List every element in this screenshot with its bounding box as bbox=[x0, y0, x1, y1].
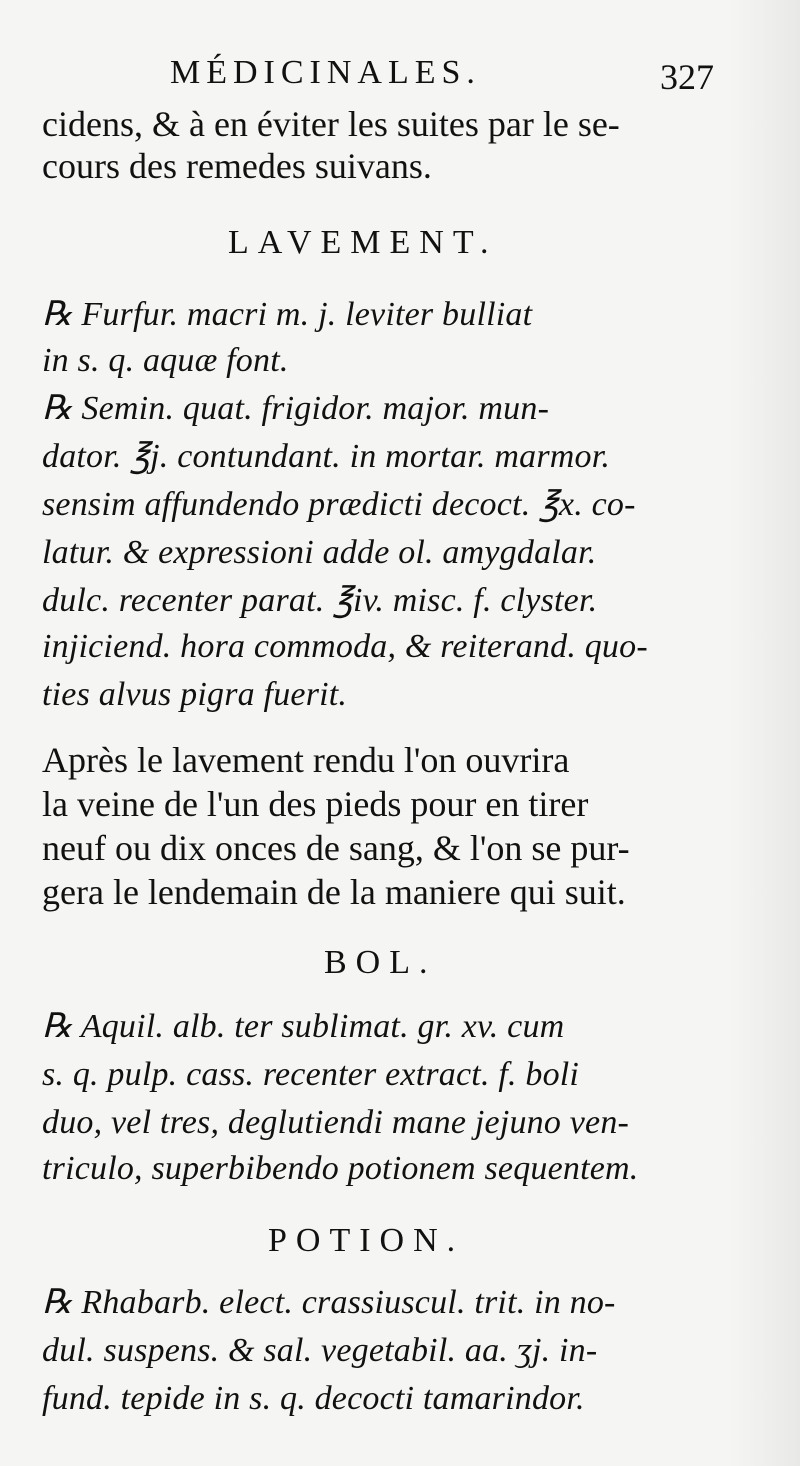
prescription-line: dator. ℥j. contundant. in mortar. marmor. bbox=[42, 438, 611, 475]
running-header: MÉDICINALES. bbox=[170, 54, 481, 91]
page-number: 327 bbox=[660, 57, 714, 97]
section-heading-lavement: LAVEMENT. bbox=[228, 224, 498, 261]
prescription-line: ℞ Semin. quat. frigidor. major. mun- bbox=[42, 390, 550, 427]
text-line: la veine de l'un des pieds pour en tirer bbox=[42, 784, 589, 824]
prescription-line: ℞ Rhabarb. elect. crassiuscul. trit. in no- bbox=[42, 1284, 616, 1321]
section-heading-bol: BOL. bbox=[324, 944, 437, 981]
text-line: neuf ou dix onces de sang, & l'on se pur- bbox=[42, 828, 630, 868]
text-line: gera le lendemain de la maniere qui suit. bbox=[42, 872, 626, 912]
prescription-line: triculo, superbibendo potionem sequentem. bbox=[42, 1150, 639, 1187]
text-line: cidens, & à en éviter les suites par le se- bbox=[42, 104, 620, 144]
prescription-line: injiciend. hora commoda, & reiterand. quo- bbox=[42, 628, 648, 665]
page-edge-shadow bbox=[730, 0, 800, 1466]
prescription-line: dulc. recenter parat. ℥iv. misc. f. clyster. bbox=[42, 582, 598, 619]
prescription-line: duo, vel tres, deglutiendi mane jejuno ven- bbox=[42, 1104, 630, 1141]
prescription-line: in s. q. aquæ font. bbox=[42, 342, 289, 379]
prescription-line: fund. tepide in s. q. decocti tamarindor. bbox=[42, 1380, 585, 1417]
text-line: cours des remedes suivans. bbox=[42, 146, 432, 186]
text-line: Après le lavement rendu l'on ouvrira bbox=[42, 740, 570, 780]
prescription-line: ℞ Furfur. macri m. j. leviter bulliat bbox=[42, 296, 533, 333]
prescription-line: ℞ Aquil. alb. ter sublimat. gr. xv. cum bbox=[42, 1008, 565, 1045]
prescription-line: ties alvus pigra fuerit. bbox=[42, 676, 348, 713]
prescription-line: sensim affundendo prædicti decoct. ℥x. co- bbox=[42, 486, 636, 523]
prescription-line: latur. & expressioni adde ol. amygdalar. bbox=[42, 534, 597, 571]
prescription-line: s. q. pulp. cass. recenter extract. f. boli bbox=[42, 1056, 580, 1093]
prescription-line: dul. suspens. & sal. vegetabil. aa. ʒj. in- bbox=[42, 1332, 598, 1369]
section-heading-potion: POTION. bbox=[268, 1222, 465, 1259]
